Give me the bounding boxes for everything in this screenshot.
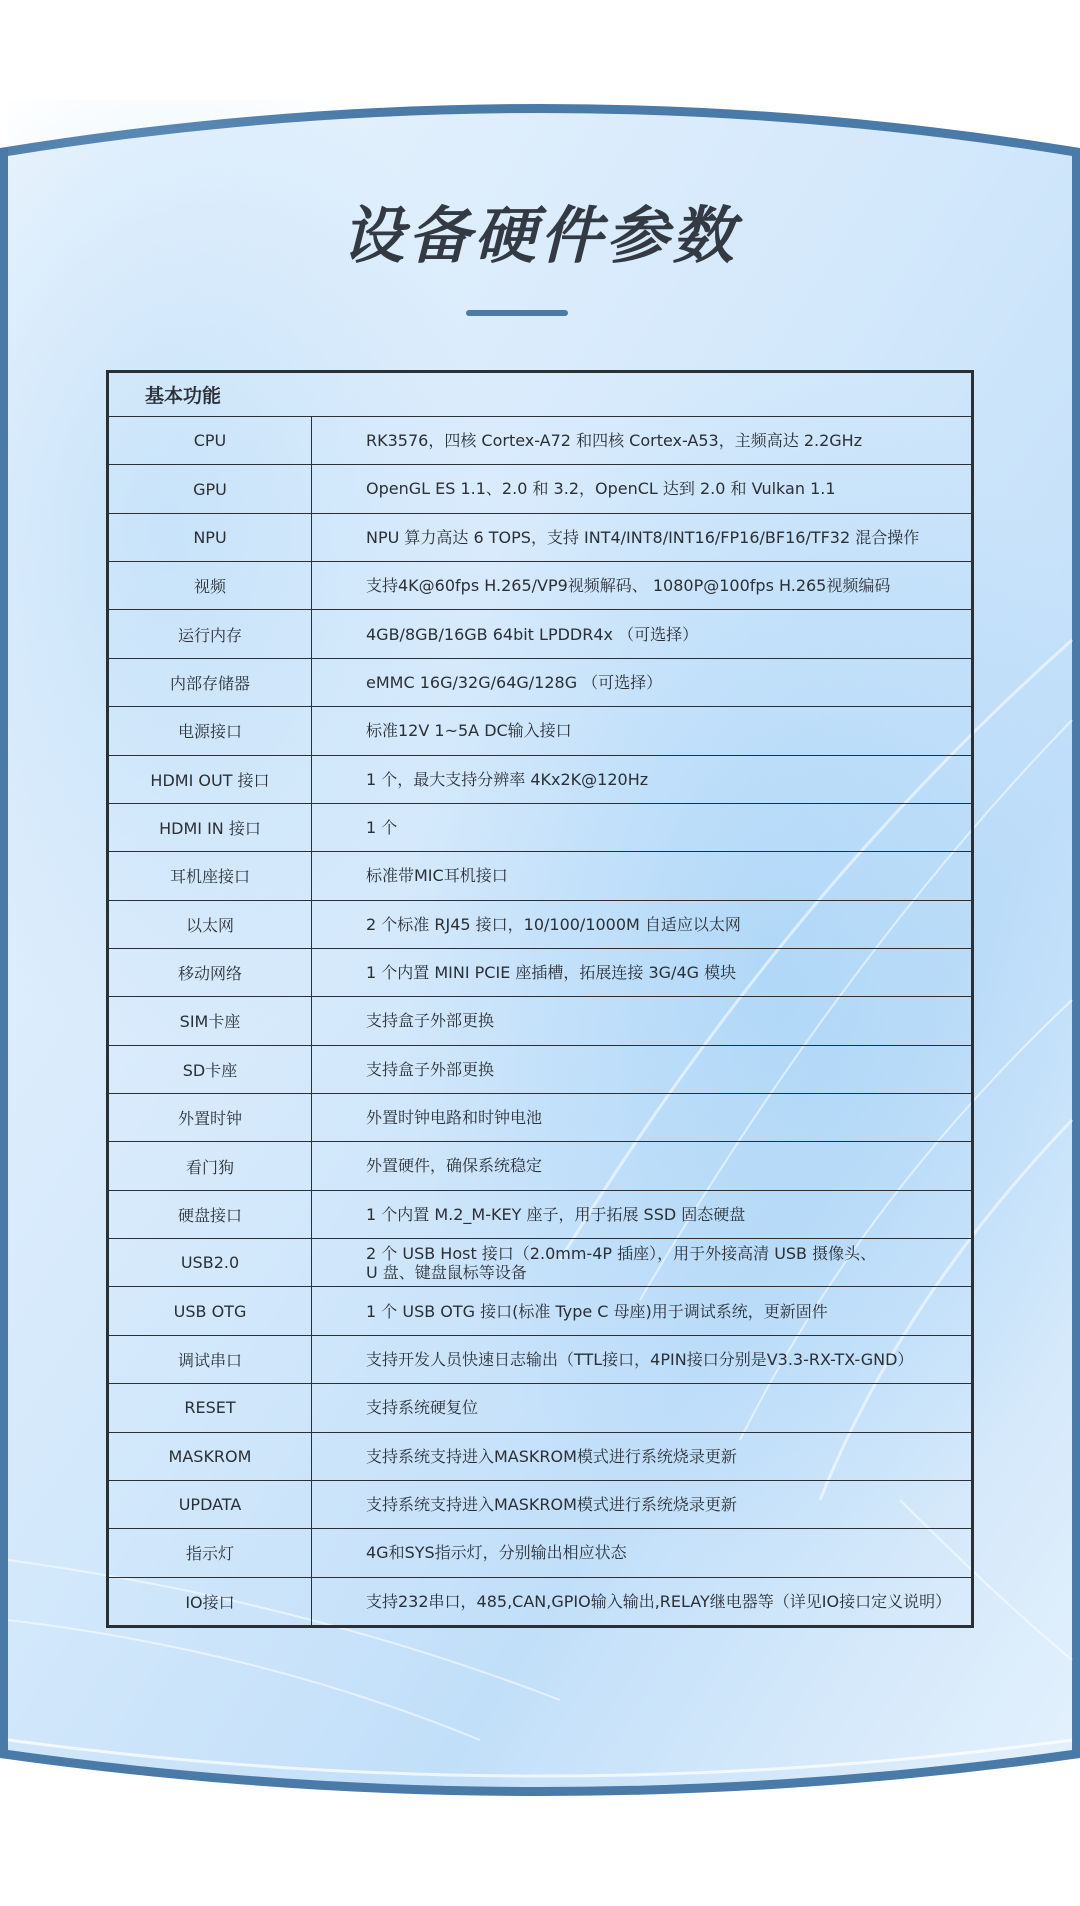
row-value: 支持系统硬复位 [366, 1398, 479, 1418]
table-row [109, 610, 971, 658]
table-row [109, 1287, 971, 1335]
table-row [109, 1529, 971, 1577]
table-row [109, 949, 971, 997]
row-value: 支持4K@60fps H.265/VP9视频解码、 1080P@100fps H.265视频编码 [366, 576, 891, 596]
row-value: 支持盒子外部更换 [366, 1011, 495, 1031]
table-row [109, 1433, 971, 1481]
row-label: 看门狗 [109, 1142, 312, 1189]
row-label: 电源接口 [109, 707, 312, 754]
table-row [109, 562, 971, 610]
row-value: 支持盒子外部更换 [366, 1059, 495, 1079]
table-row [109, 417, 971, 465]
table-row [109, 1481, 971, 1529]
row-label: UPDATA [109, 1481, 312, 1528]
table-row [109, 465, 971, 513]
row-value: 标准12V 1~5A DC输入接口 [366, 721, 572, 741]
row-label: NPU [109, 514, 312, 561]
row-value: NPU 算力高达 6 TOPS，支持 INT4/INT8/INT16/FP16/BF16/TF32 混合操作 [366, 527, 920, 547]
table-row [109, 514, 971, 562]
table-row [109, 707, 971, 755]
row-value: RK3576，四核 Cortex-A72 和四核 Cortex-A53，主频高达 2.2GHz [366, 431, 863, 451]
row-value: 外置时钟电路和时钟电池 [366, 1108, 543, 1128]
table-row [109, 1142, 971, 1190]
row-label: CPU [109, 417, 312, 464]
row-value: 支持系统支持进入MASKROM模式进行系统烧录更新 [366, 1446, 737, 1466]
row-label: 内部存储器 [109, 659, 312, 706]
row-value: 1 个内置 M.2_M-KEY 座子，用于拓展 SSD 固态硬盘 [366, 1204, 746, 1224]
table-row [109, 1336, 971, 1384]
table-row [109, 659, 971, 707]
row-value: 1 个 [366, 817, 398, 837]
row-label: USB OTG [109, 1287, 312, 1334]
table-row [109, 1239, 971, 1287]
row-label: 视频 [109, 562, 312, 609]
row-value: 支持开发人员快速日志输出（TTL接口，4PIN接口分别是V3.3-RX-TX-GND） [366, 1349, 914, 1369]
row-label: RESET [109, 1384, 312, 1431]
row-value: 1 个内置 MINI PCIE 座插槽，拓展连接 3G/4G 模块 [366, 963, 737, 983]
row-label: 指示灯 [109, 1529, 312, 1576]
row-label: IO接口 [109, 1578, 312, 1625]
row-value: OpenGL ES 1.1、2.0 和 3.2，OpenCL 达到 2.0 和 Vulkan 1.1 [366, 479, 836, 499]
row-value: eMMC 16G/32G/64G/128G （可选择） [366, 672, 663, 692]
table-row [109, 852, 971, 900]
row-label: 外置时钟 [109, 1094, 312, 1141]
row-value: 2 个标准 RJ45 接口，10/100/1000M 自适应以太网 [366, 914, 741, 934]
table-row [109, 1578, 971, 1625]
row-label: SIM卡座 [109, 997, 312, 1044]
table-row [109, 1191, 971, 1239]
row-label: 硬盘接口 [109, 1191, 312, 1238]
row-label: 移动网络 [109, 949, 312, 996]
row-label: 运行内存 [109, 610, 312, 657]
row-value: 4G和SYS指示灯，分别输出相应状态 [366, 1543, 627, 1563]
row-label: 耳机座接口 [109, 852, 312, 899]
row-label: 以太网 [109, 901, 312, 948]
row-label: HDMI OUT 接口 [109, 756, 312, 803]
table-row [109, 1094, 971, 1142]
row-value: 4GB/8GB/16GB 64bit LPDDR4x （可选择） [366, 624, 699, 644]
table-row [109, 901, 971, 949]
table-rows [109, 417, 971, 1625]
row-label: HDMI IN 接口 [109, 804, 312, 851]
row-value: 2 个 USB Host 接口（2.0mm-4P 插座），用于外接高清 USB 摄像头、 U 盘、键盘鼠标等设备 [366, 1243, 877, 1282]
row-label: GPU [109, 465, 312, 512]
spec-table [106, 370, 974, 1628]
table-row [109, 997, 971, 1045]
row-label: USB2.0 [109, 1239, 312, 1286]
row-label: SD卡座 [109, 1046, 312, 1093]
title-underline [466, 310, 568, 316]
table-row [109, 1046, 971, 1094]
row-value: 支持系统支持进入MASKROM模式进行系统烧录更新 [366, 1494, 737, 1514]
row-value: 外置硬件，确保系统稳定 [366, 1156, 543, 1176]
table-row [109, 1384, 971, 1432]
table-row [109, 756, 971, 804]
row-value: 支持232串口，485,CAN,GPIO输入输出,RELAY继电器等（详见IO接口定义说明） [366, 1591, 952, 1611]
page-title: 设备硬件参数 [341, 199, 738, 272]
table-row [109, 804, 971, 852]
row-label: 调试串口 [109, 1336, 312, 1383]
section-header: 基本功能 [109, 373, 971, 417]
row-label: MASKROM [109, 1433, 312, 1480]
row-value: 标准带MIC耳机接口 [366, 866, 508, 886]
row-value: 1 个 USB OTG 接口(标准 Type C 母座)用于调试系统，更新固件 [366, 1301, 828, 1321]
row-value: 1 个，最大支持分辨率 4Kx2K@120Hz [366, 769, 649, 789]
